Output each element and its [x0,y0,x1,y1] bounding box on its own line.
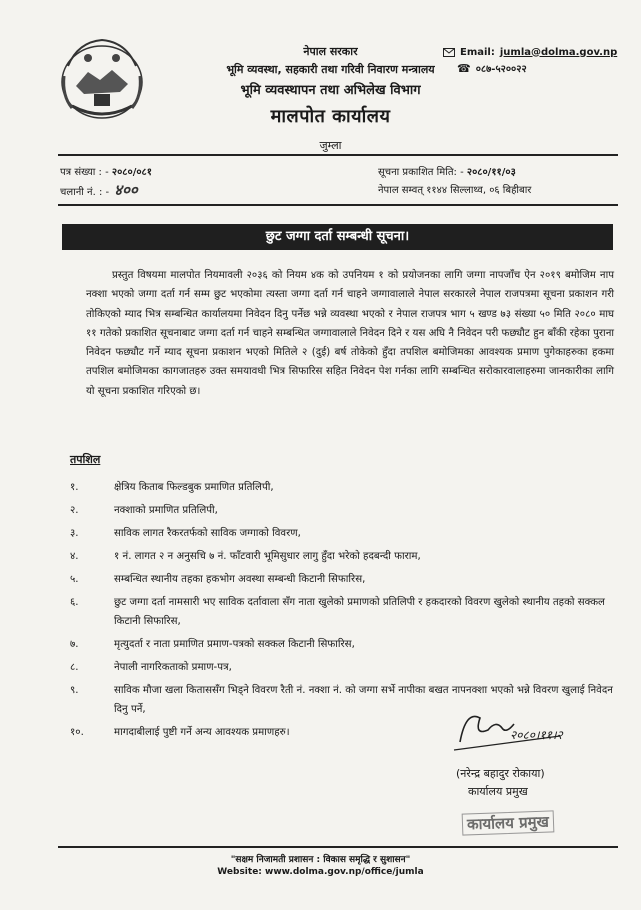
item-text: नक्शाको प्रमाणित प्रतिलिपी, [114,505,218,516]
patra-sankhya [60,164,152,178]
office-location: जुम्ला [319,139,342,152]
government-name: नेपाल सरकार [303,45,358,58]
item-number: २. [70,505,79,516]
email-label: Email: [460,46,495,58]
phone-number: ०८७-५२००२२ [475,64,527,75]
telephone-icon: ☎ [457,61,471,75]
list-item [70,478,620,497]
item-number: ९. [70,685,79,696]
list-item [70,593,620,631]
item-text: सम्बन्धित स्थानीय तहका हकभोग अवस्था सम्बन्धी किटानी सिफारिस, [114,574,366,585]
contact-block [443,44,617,76]
chalani-value: ४०० [114,181,138,199]
published-date [378,164,516,178]
chalani-number [60,180,138,200]
item-number: ४. [70,551,79,562]
item-number: ७. [70,639,79,650]
item-text: छुट जग्गा दर्ता नामसारी भए साविक दर्तावाला सँग नाता खुलेको प्रमाणको प्रतिलिपी र हकदारको विवरण खुलेको स्थानीय तहको सक्कल किटानी सिफारिस, [114,597,605,627]
item-number: १०. [70,727,84,738]
item-text: साविक मौजा खला किताससँग भिड्ने विवरण रैती नं. नक्शा नं. को जग्गा सर्भे नापीका बखत नापनक्शा भएको भन्ने विवरण खुलाई निवेदन दिनु पर्ने, [114,685,613,715]
list-item [70,524,620,543]
office-name: मालपोत कार्यालय [270,106,391,127]
signature-block [440,700,620,850]
handwritten-date: २०८०।११।२ [510,728,563,742]
published-value: २०८०/११/०३ [466,167,516,178]
notice-body [86,266,614,401]
footer-rule [58,846,618,848]
ministry-name: भूमि व्यवस्था, सहकारी तथा गरिवी निवारण मन्त्रालय [226,63,435,76]
patra-value: २०८०/०८१ [111,167,152,178]
chalani-label: चलानी नं. : - [60,187,110,198]
nepal-samvat-date: नेपाल सम्वत् ११४४ सिल्लाथ्व, ०६ बिहीबार [378,185,532,196]
item-text: क्षेत्रिय किताब फिल्डबुक प्रमाणित प्रतिलिपी, [114,482,274,493]
list-item [70,723,454,742]
meta-rule [58,204,618,206]
item-text: १ नं. लागत २ न अनुसचि ७ नं. फाँटवारी भूमिसुधार लागु हुँदा भरेको हदबन्दी फाराम, [114,551,421,562]
item-text: नेपाली नागरिकताको प्रमाण-पत्र, [114,662,232,673]
item-number: ३. [70,528,79,539]
item-text: मागदाबीलाई पुष्टी गर्ने अन्य आवश्यक प्रमाणहरु। [114,727,290,738]
signatory-name: (नरेन्द्र बहादुर रोकाया) [456,767,545,780]
email-link[interactable]: jumla@dolma.gov.np [499,46,618,58]
patra-label: पत्र संख्या : - [60,167,109,178]
item-text: साविक लागत रैकरतर्फको साविक जग्गाको विवरण, [114,528,301,539]
item-number: ६. [70,597,79,608]
list-item [70,658,620,677]
list-item [70,570,620,589]
header-rule [58,154,618,156]
notice-paragraph: प्रस्तुत विषयमा मालपोत नियमावली २०३६ को नियम ४क को उपनियम १ को प्रयोजनका लागि जग्गा नापजाँच ऐन २०१९ बमोजिम नाप नक्शा भएको जग्गा दर्ता गर्न सम्म छुट भएकोमा त्यस्ता जग्गा दर्ता गर्न चाहने जग्गावालाले नेपाल सरकारले नेपाल राजपत्रमा सूचना प्रकाशन गरी तोकिएको म्याद भित्र सम्बन्धित कार्यालयमा निवेदन दिनु पर्नेछ भन्ने व्यवस्था भएको र नेपाल राजपत्र भाग ५ खण्ड ७३ संख्या ५० मिति २०८० माघ ११ गतेको प्रकाशित सूचनाबाट जग्गा दर्ता गर्न चाहने सम्बन्धित जग्गावालाले निवेदन दिने र यस अघि नै निवेदन परी फछ्यौट हुन बाँकी रहेका पुराना निवेदन फछ्यौट गर्ने म्याद सूचना प्रकाशन भएको मितिले २ (दुई) बर्ष तोकेको हुँदा तपशिल बमोजिमका आवश्यक प्रमाण पुगेकाहरुका हकमा तपशिल बमोजिमका कागजातहरु उक्त समयावधी भित्र सिफारिस सहित निवेदन पेश गर्नका लागि सम्बन्धित सरोकारवालाहरुमा जानकारीका लागि यो सूचना प्रकाशित गरिएको छ। [86,270,614,397]
item-text: मृत्युदर्ता र नाता प्रमाणित प्रमाण-पत्रको सक्कल किटानी सिफारिस, [114,639,355,650]
notice-title: छुट जग्गा दर्ता सम्बन्धी सूचना। [62,224,613,250]
item-number: ८. [70,662,79,673]
footer-website[interactable]: Website: www.dolma.gov.np/office/jumla [217,867,424,877]
list-item [70,501,620,520]
item-number: ५. [70,574,79,585]
list-item [70,635,620,654]
signatory-title: कार्यालय प्रमुख [468,785,528,798]
footer-slogan: "सक्षम निजामती प्रशासन : विकास समृद्धि र सुशासन" [230,855,411,865]
department-name: भूमि व्यवस्थापन तथा अभिलेख विभाग [240,83,421,98]
tapasil-heading: तपशिल [70,453,101,466]
item-number: १. [70,482,79,493]
office-stamp: कार्यालय प्रमुख [462,810,555,835]
list-item [70,547,620,566]
published-label: सूचना प्रकाशित मिति: - [378,167,464,178]
envelope-icon [443,48,455,57]
